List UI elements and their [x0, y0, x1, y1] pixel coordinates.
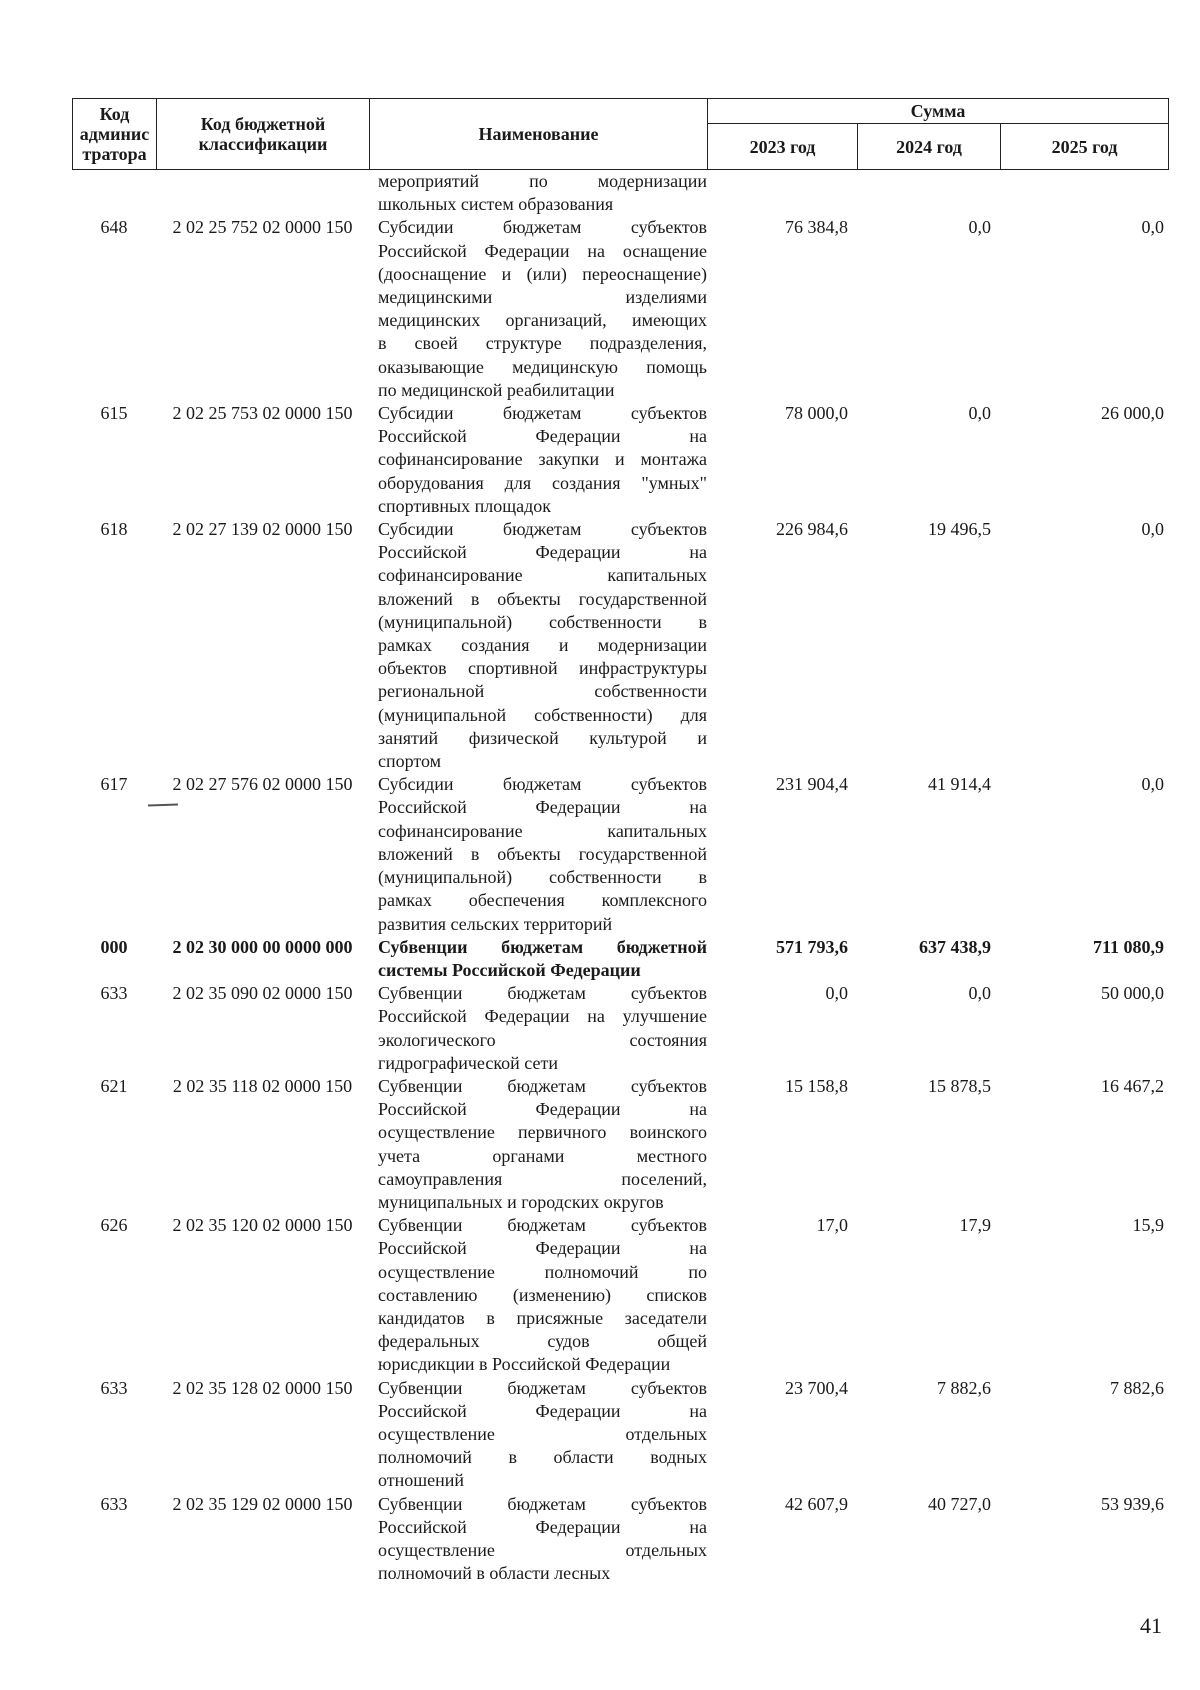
cell-name-line: софинансирование закупки и монтажа: [378, 449, 707, 470]
cell-2023: 17,0: [816, 1215, 848, 1236]
cell-name-line: в своей структуре подразделения,: [378, 333, 707, 354]
cell-2025: 711 080,9: [1092, 936, 1164, 957]
cell-kbk: 2 02 25 752 02 0000 150: [172, 217, 353, 238]
cell-2023: 226 984,6: [776, 519, 848, 540]
cell-2024: 17,9: [959, 1215, 991, 1236]
header-admin-code: Код админис тратора: [73, 99, 157, 170]
cell-name-line: (муниципальной) собственности в: [378, 867, 707, 888]
cell-name-line: Российской Федерации на улучшение: [378, 1006, 707, 1027]
cell-name-line: вложений в объекты государственной: [378, 588, 707, 609]
cell-2025: 26 000,0: [1101, 403, 1164, 424]
cell-name: [369, 1075, 707, 1214]
header-year-2024: 2024 год: [858, 124, 1001, 170]
cell-kbk: 2 02 30 000 00 0000 000: [172, 936, 353, 957]
cell-name-line: отношений: [378, 1470, 465, 1491]
cell-name: [369, 518, 707, 773]
cell-name-line: спортивных площадок: [378, 495, 551, 516]
cell-kbk: 2 02 35 129 02 0000 150: [172, 1493, 353, 1514]
cell-name: [369, 216, 707, 402]
header-year-2023: 2023 год: [708, 124, 858, 170]
cell-2024: 0,0: [968, 983, 991, 1004]
cell-name: [369, 170, 707, 216]
cell-name-line: гидрографической сети: [378, 1052, 558, 1073]
cell-name: [369, 402, 707, 518]
cell-2025: 53 939,6: [1101, 1493, 1164, 1514]
cell-name-line: медицинских организаций, имеющих: [378, 310, 707, 331]
table-row: [72, 216, 1168, 402]
cell-name-line: муниципальных и городских округов: [378, 1191, 664, 1212]
cell-name-line: по медицинской реабилитации: [378, 379, 615, 400]
cell-name-line: осуществление отдельных: [378, 1423, 707, 1444]
cell-kbk: 2 02 35 128 02 0000 150: [172, 1377, 353, 1398]
cell-name-line: (дооснащение и (или) переоснащение): [378, 263, 707, 284]
header-year-2025: 2025 год: [1001, 124, 1169, 170]
cell-name: [369, 1214, 707, 1376]
cell-admin-code: 633: [100, 1377, 128, 1398]
cell-name-line: софинансирование капитальных: [378, 565, 707, 586]
cell-name-line: Российской Федерации на: [378, 1400, 707, 1421]
cell-2025: 16 467,2: [1101, 1075, 1164, 1096]
table-row: [72, 170, 1168, 216]
cell-name-line: Субсидии бюджетам субъектов: [378, 403, 707, 424]
cell-name-line: региональной собственности: [378, 681, 707, 702]
cell-2025: 0,0: [1141, 217, 1164, 238]
cell-name-line: оборудования для создания "умных": [378, 472, 707, 493]
cell-admin-code: 621: [100, 1075, 128, 1096]
cell-name-line: Субвенции бюджетам субъектов: [378, 1215, 707, 1236]
table-row: [72, 1214, 1168, 1376]
cell-name-line: мероприятий по модернизации: [378, 171, 707, 191]
cell-name-line: Субсидии бюджетам субъектов: [378, 774, 707, 795]
cell-admin-code: 617: [100, 774, 128, 795]
cell-name-line: Российской Федерации на оснащение: [378, 240, 707, 261]
header-sum: Сумма: [708, 99, 1169, 124]
cell-kbk: 2 02 27 139 02 0000 150: [172, 519, 353, 540]
cell-name-line: Российской Федерации на: [378, 426, 707, 447]
cell-2023: [707, 170, 857, 216]
cell-name-line: самоуправления поселений,: [378, 1168, 707, 1189]
cell-name-line: осуществление первичного воинского: [378, 1122, 707, 1143]
table-row: [72, 982, 1168, 1075]
cell-2025: 0,0: [1141, 519, 1164, 540]
cell-kbk: 2 02 25 753 02 0000 150: [172, 403, 353, 424]
cell-name-line: Российской Федерации на: [378, 1516, 707, 1537]
cell-2023: 78 000,0: [785, 403, 848, 424]
cell-admin-code: 633: [100, 983, 128, 1004]
cell-name-line: развития сельских территорий: [378, 913, 613, 934]
cell-name-line: Субвенции бюджетам субъектов: [378, 1075, 707, 1096]
header-kbk: Код бюджетной классификации: [157, 99, 370, 170]
cell-admin-code: 000: [100, 936, 128, 957]
cell-name-line: рамках обеспечения комплексного: [378, 890, 707, 911]
table-row: [72, 773, 1168, 935]
cell-name-line: школьных систем образования: [378, 194, 614, 215]
cell-2024: 0,0: [968, 217, 991, 238]
cell-2023: 76 384,8: [785, 217, 848, 238]
cell-2023: 42 607,9: [785, 1493, 848, 1514]
cell-admin-code: 633: [100, 1493, 128, 1514]
cell-2023: 23 700,4: [785, 1377, 848, 1398]
cell-kbk: 2 02 35 120 02 0000 150: [172, 1215, 353, 1236]
cell-2023: 0,0: [825, 983, 848, 1004]
header-name: Наименование: [370, 99, 708, 170]
cell-name: [369, 1377, 707, 1493]
table-row: [72, 1075, 1168, 1214]
cell-name-line: Субсидии бюджетам субъектов: [378, 217, 707, 238]
cell-name: [369, 982, 707, 1075]
cell-admin-code: 615: [100, 403, 128, 424]
cell-name-line: софинансирование капитальных: [378, 820, 707, 841]
table-row: [72, 936, 1168, 982]
cell-2024: 15 878,5: [928, 1075, 991, 1096]
cell-2025: [1000, 170, 1168, 216]
cell-name-line: объектов спортивной инфраструктуры: [378, 658, 707, 679]
cell-name-line: Российской Федерации на: [378, 1238, 707, 1259]
cell-2024: 0,0: [968, 403, 991, 424]
cell-name-line: вложений в объекты государственной: [378, 843, 707, 864]
cell-name-line: учета органами местного: [378, 1145, 707, 1166]
cell-name-line: Субвенции бюджетам субъектов: [378, 1377, 707, 1398]
cell-name-line: рамках создания и модернизации: [378, 635, 707, 656]
cell-name-line: осуществление полномочий по: [378, 1261, 707, 1282]
table-row: [72, 1377, 1168, 1493]
cell-name-line: полномочий в области водных: [378, 1447, 707, 1468]
cell-name-line: Субсидии бюджетам субъектов: [378, 519, 707, 540]
cell-admin-code: 618: [100, 519, 128, 540]
cell-admin-code: [72, 170, 156, 216]
cell-2025: 7 882,6: [1110, 1377, 1164, 1398]
cell-2024: 41 914,4: [928, 774, 991, 795]
table-row: [72, 402, 1168, 518]
cell-name-line: Российской Федерации на: [378, 542, 707, 563]
cell-2024: [857, 170, 1000, 216]
cell-kbk: 2 02 35 118 02 0000 150: [172, 1075, 353, 1096]
cell-name-line: Российской Федерации на: [378, 797, 707, 818]
cell-2025: 15,9: [1132, 1215, 1164, 1236]
cell-2024: 7 882,6: [937, 1377, 991, 1398]
cell-name-line: полномочий в области лесных: [378, 1563, 611, 1584]
cell-name-line: федеральных судов общей: [378, 1331, 707, 1352]
table-body: [72, 170, 1168, 1585]
cell-name-line: Российской Федерации на: [378, 1099, 707, 1120]
cell-name-line: (муниципальной) собственности в: [378, 611, 707, 632]
cell-name-line: занятий физической культурой и: [378, 727, 707, 748]
table-header: [72, 98, 1169, 170]
cell-2025: 50 000,0: [1101, 983, 1164, 1004]
page-number: 41: [1140, 1613, 1162, 1638]
cell-admin-code: 626: [100, 1215, 128, 1236]
cell-name-line: системы Российской Федерации: [378, 959, 641, 980]
cell-2023: 571 793,6: [776, 936, 848, 957]
cell-kbk: [156, 170, 369, 216]
cell-name-line: юрисдикции в Российской Федерации: [378, 1354, 671, 1375]
cell-name-line: Субвенции бюджетам субъектов: [378, 983, 707, 1004]
cell-2025: 0,0: [1141, 774, 1164, 795]
cell-name-line: спортом: [378, 751, 442, 772]
cell-name: [369, 936, 707, 982]
cell-name-line: Субвенции бюджетам субъектов: [378, 1493, 707, 1514]
cell-name-line: (муниципальной собственности) для: [378, 704, 707, 725]
cell-name-line: составлению (изменению) списков: [378, 1284, 707, 1305]
cell-name: [369, 1493, 707, 1586]
cell-kbk: 2 02 35 090 02 0000 150: [172, 983, 353, 1004]
table-row: [72, 518, 1168, 773]
cell-name-line: кандидатов в присяжные заседатели: [378, 1307, 707, 1328]
cell-name-line: оказывающие медицинскую помощь: [378, 356, 707, 377]
cell-2023: 231 904,4: [776, 774, 848, 795]
cell-name-line: экологического состояния: [378, 1029, 707, 1050]
cell-2024: 637 438,9: [919, 936, 991, 957]
cell-name-line: осуществление отдельных: [378, 1539, 707, 1560]
cell-2024: 19 496,5: [928, 519, 991, 540]
cell-2024: 40 727,0: [928, 1493, 991, 1514]
cell-admin-code: 648: [100, 217, 128, 238]
cell-name-line: Субвенции бюджетам бюджетной: [378, 936, 707, 957]
cell-name: [369, 773, 707, 935]
cell-name-line: медицинскими изделиями: [378, 287, 707, 308]
cell-2023: 15 158,8: [785, 1075, 848, 1096]
cell-kbk: 2 02 27 576 02 0000 150: [172, 774, 353, 795]
table-row: [72, 1493, 1168, 1586]
